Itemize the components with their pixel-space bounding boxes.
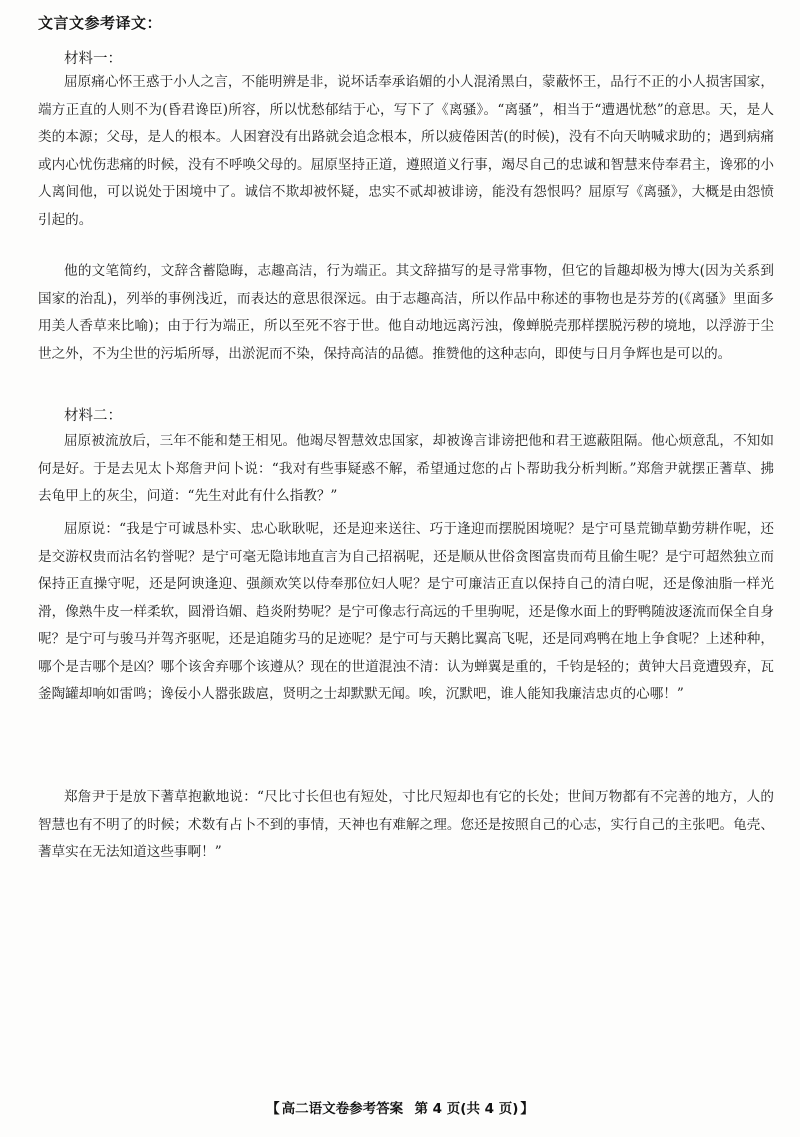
material-two-paragraph-3: 郑詹尹于是放下蓍草抱歉地说：“尺比寸长但也有短处，寸比尺短却也有它的长处；世间万物都有不完善的地方，人的智慧也有不明了的时候；术数有占卜不到的事情，天神也有难解之理。您还是按照自己的心志，实行自己的主张吧。龟壳、蓍草实在无法知道这些事啊！”: [38, 789, 774, 860]
footer-title: 高二语文卷参考答案: [281, 1101, 404, 1117]
footer-close-bracket: 】: [520, 1101, 534, 1117]
material-two-paragraph-2: 屈原说：“我是宁可诚恳朴实、忠心耿耿呢，还是迎来送往、巧于逢迎而摆脱困境呢？是宁可垦荒锄草勤劳耕作呢，还是交游权贵而沽名钓誉呢？是宁可毫无隐讳地直言为自己招祸呢，还是顺从世俗贪图富贵而苟且偷生呢？是宁可超然独立而保持正直操守呢，还是阿谀逢迎、强颜欢笑以侍奉那位妇人呢？是宁可廉洁正直以保持自己的清白呢，还是像油脂一样光滑，像熟牛皮一样柔软，圆滑诌媚、趋炎附势呢？是宁可像志行高远的千里驹呢，还是像水面上的野鸭随波逐流而保全自身呢？是宁可与骏马并驾齐驱呢，还是追随劣马的足迹呢？是宁可与天鹅比翼高飞呢，还是同鸡鸭在地上争食呢？上述种种，哪个是吉哪个是凶？哪个该舍弃哪个该遵从？现在的世道混浊不清：认为蝉翼是重的，千钧是轻的；黄钟大吕竟遭毁弃，瓦釜陶罐却响如雷鸣；谗佞小人嚣张跋扈，贤明之士却默默无闻。唉，沉默吧，谁人能知我廉洁忠贞的心哪！”: [38, 521, 774, 702]
page-footer: [0, 1097, 800, 1117]
footer-page-info: 第 4 页(共 4 页): [414, 1101, 519, 1117]
material-one-paragraph-2: 他的文笔简约，文辞含蓄隐晦，志趣高洁，行为端正。其文辞描写的是寻常事物，但它的旨趣却极为博大(因为关系到国家的治乱)，列举的事例浅近，而表达的意思很深远。由于志趣高洁，所以作品中称述的事物也是芬芳的(《离骚》里面多用美人香草来比喻)；由于行为端正，所以至死不容于世。他自动地远离污浊，像蝉脱壳那样摆脱污秽的境地，以浮游于尘世之外，不为尘世的污垢所辱，出淤泥而不染，保持高洁的品德。推赞他的这种志向，即使与日月争辉也是可以的。: [38, 263, 774, 362]
section-heading: 文言文参考译文：: [38, 14, 163, 32]
material-one-paragraph-1: 屈原痛心怀王惑于小人之言，不能明辨是非，说坏话奉承谄媚的小人混淆黑白，蒙蔽怀王，品行不正的小人损害国家，端方正直的人则不为(昏君谗臣)所容，所以忧愁郁结于心，写下了《离骚》。“离骚”，相当于“遭遇忧愁”的意思。天，是人类的本源；父母，是人的根本。人困窘没有出路就会追念根本，所以疲倦困苦(的时候)，没有不向天呐喊求助的；遇到病痛或内心忧伤悲痛的时候，没有不呼唤父母的。屈原坚持正道，遵照道义行事，竭尽自己的忠诚和智慧来侍奉君主，谗邪的小人离间他，可以说处于困境中了。诚信不欺却被怀疑，忠实不贰却被诽谤，能没有怨恨吗？屈原写《离骚》，大概是由怨愤引起的。: [38, 74, 774, 228]
material-two-paragraph-1: 屈原被流放后，三年不能和楚王相见。他竭尽智慧效忠国家，却被谗言诽谤把他和君王遮蔽阻隔。他心烦意乱，不知如何是好。于是去见太卜郑詹尹问卜说：“我对有些事疑惑不解，希望通过您的占卜帮助我分析判断。”郑詹尹就摆正蓍草、拂去龟甲上的灰尘，问道：“先生对此有什么指教？”: [38, 433, 774, 504]
footer-open-bracket: 【: [266, 1101, 280, 1117]
material-one-label: 材料一：: [64, 51, 122, 67]
material-two-label: 材料二：: [64, 408, 122, 424]
